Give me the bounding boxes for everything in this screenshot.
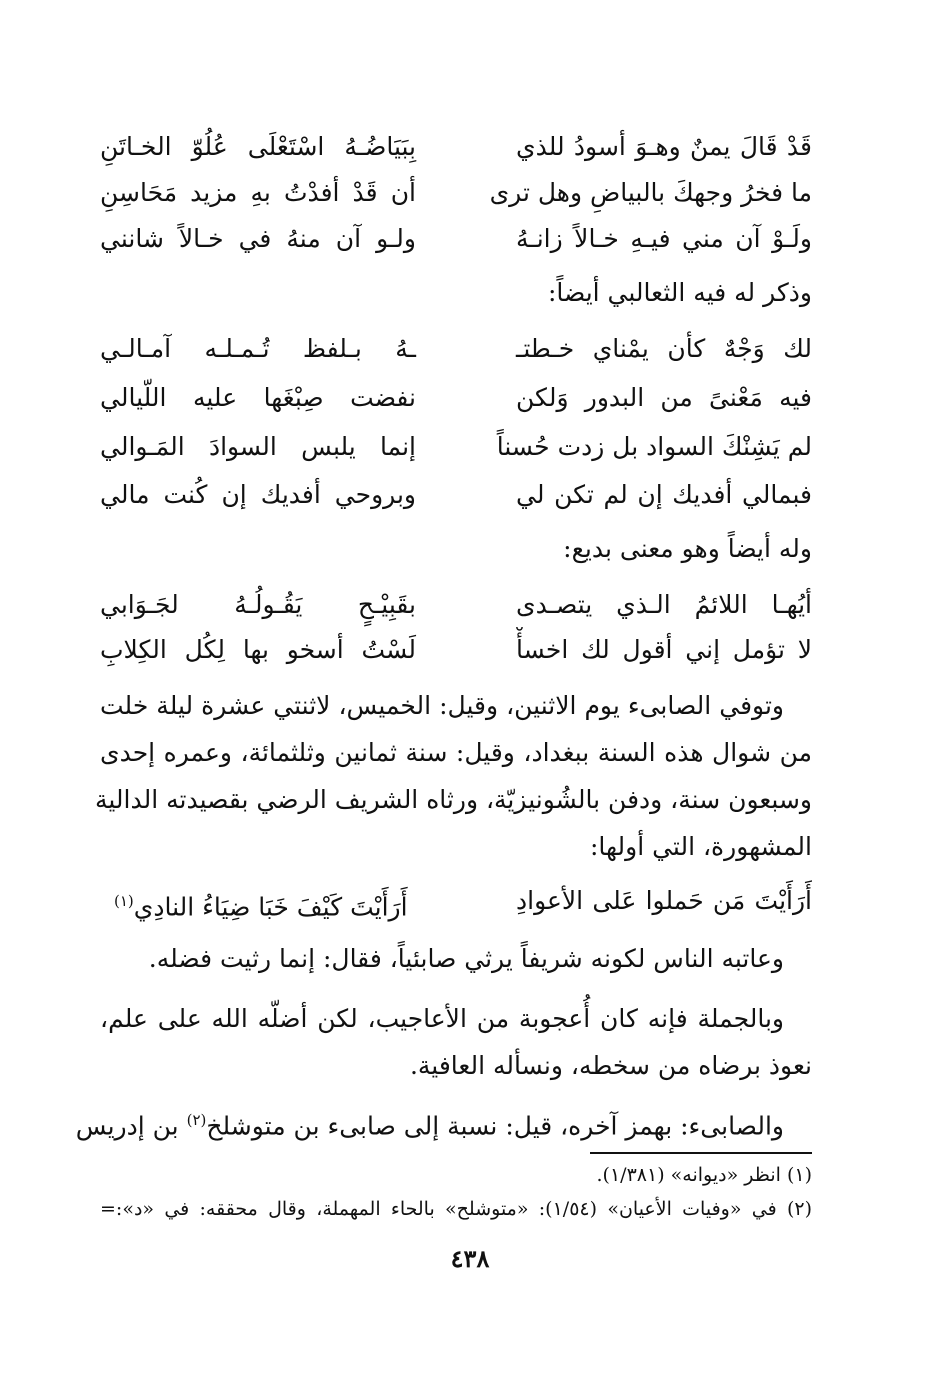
- verse-row: [100, 582, 812, 628]
- verse-first-hemistich: لم يَشِنْكَ السواد بل زدت حُسناً: [496, 432, 812, 461]
- verse-second-hemistich: [100, 878, 456, 924]
- verse-second-hemistich: نفضت صِبْغَها عليه اللّيالي: [100, 383, 416, 412]
- verse-first-hemistich: أيُهـا اللائمُ الـذي يتصـدى: [516, 590, 812, 619]
- verse-second-hemistich: بقَبِيْـحٍ يَقُـولُـهُ لجَـوَابي: [100, 590, 416, 619]
- paragraph-line: من شوال هذه السنة ببغداد، وقيل: سنة ثمانين وثلثمائة، وعمره إحدى: [100, 738, 812, 767]
- verse-first-hemistich: فيه مَعْنىً من البدور وَلكن: [516, 383, 812, 412]
- verse-first-hemistich: لا تؤمل إني أقول لك اخسأْ: [516, 635, 812, 664]
- footnote-marker: (١): [114, 892, 134, 910]
- verse-first-hemistich: ولَـوْ آن مني فيـهِ خـالاً زانـهُ: [516, 224, 812, 253]
- verse-first-hemistich: أَرَأَيْتَ مَن حَملوا عَلى الأعوادِ: [516, 886, 812, 915]
- paragraph-line: وتوفي الصابىء يوم الاثنين، وقيل: الخميس، لاثنتي عشرة ليلة خلت: [100, 691, 784, 720]
- paragraph-line: المشهورة، التي أولها:: [589, 832, 812, 861]
- verse-first-hemistich: لك وَجْهٌ كأن يمْناي خـطتـ: [516, 334, 812, 363]
- verse-row: [100, 170, 812, 216]
- footnote-marker: (٢): [186, 1111, 207, 1129]
- verse-second-hemistich: بِبَيَاضُـهُ اسْتَعْلَى عُلُوّ الخـاتَنِ: [100, 132, 416, 161]
- intro-line: وله أيضاً وهو معنى بديع:: [563, 534, 812, 563]
- verse-row: [100, 424, 812, 470]
- verse-row: [100, 878, 812, 924]
- footnote: (١) انظر «ديوانه» (١/٣٨١).: [596, 1164, 812, 1186]
- verse-first-hemistich: ما فخرُ وجهكَ بالبياضِ وهل ترى: [489, 178, 812, 207]
- verse-row: [100, 326, 812, 372]
- paragraph-text: والصابىء: بهمز آخره، قيل: نسبة إلى صابىء بن متوشلخ: [206, 1111, 784, 1141]
- page-number: ٤٣٨: [450, 1244, 490, 1273]
- footnote-divider: [590, 1152, 812, 1154]
- verse-row: [100, 472, 812, 518]
- verse-row: [100, 124, 812, 170]
- verse-second-hemistich: ولـو آن منهُ في خـالاً شانني: [100, 224, 416, 253]
- footnote: (٢) في «وفيات الأعيان» (١/٥٤): «متوشلح» بالحاء المهملة، وقال محققه: في «د»:=: [100, 1198, 812, 1220]
- verse-second-hemistich: ـهُ بـلفظ تُـمـلـه آمـالـي: [100, 334, 416, 363]
- verse-text: أَرَأَيْتَ كَيْفَ خَبَا ضِيَاءُ النادِي: [133, 892, 408, 922]
- verse-row: [100, 375, 812, 421]
- paragraph-line: وعاتبه الناس لكونه شريفاً يرثي صابئياً، فقال: إنما رثيت فضله.: [148, 944, 784, 973]
- paragraph-line: [75, 1097, 784, 1149]
- paragraph-line: وسبعون سنة، ودفن بالشُونيزيّة، ورثاه الشريف الرضي بقصيدته الدالية: [94, 785, 812, 814]
- verse-second-hemistich: لَسْتُ أسخو بها لِكُل الكِلابِ: [100, 635, 416, 664]
- verse-first-hemistich: قَدْ قَالَ يمنٌ وهـوَ أسودُ للذي: [516, 132, 812, 161]
- paragraph-line: نعوذ برضاه من سخطه، ونسأله العافية.: [409, 1051, 812, 1080]
- verse-row: [100, 216, 812, 262]
- verse-row: [100, 627, 812, 673]
- verse-second-hemistich: إنما يلبس السوادَ المَـوالي: [100, 432, 416, 461]
- verse-first-hemistich: فبمالي أفديك إن لم تكن لي: [516, 480, 812, 509]
- verse-second-hemistich: أن قَدْ أفدْتُ بهِ مزيد مَحَاسِنِ: [100, 178, 416, 207]
- intro-line: وذكر له فيه الثعالبي أيضاً:: [547, 278, 812, 307]
- paragraph-text: بن إدريس: [75, 1111, 187, 1141]
- verse-second-hemistich: وبروحي أفديك إن كُنت مالي: [100, 480, 416, 509]
- paragraph-line: وبالجملة فإنه كان أُعجوبة من الأعاجيب، لكن أضلّه الله على علم،: [100, 1004, 784, 1033]
